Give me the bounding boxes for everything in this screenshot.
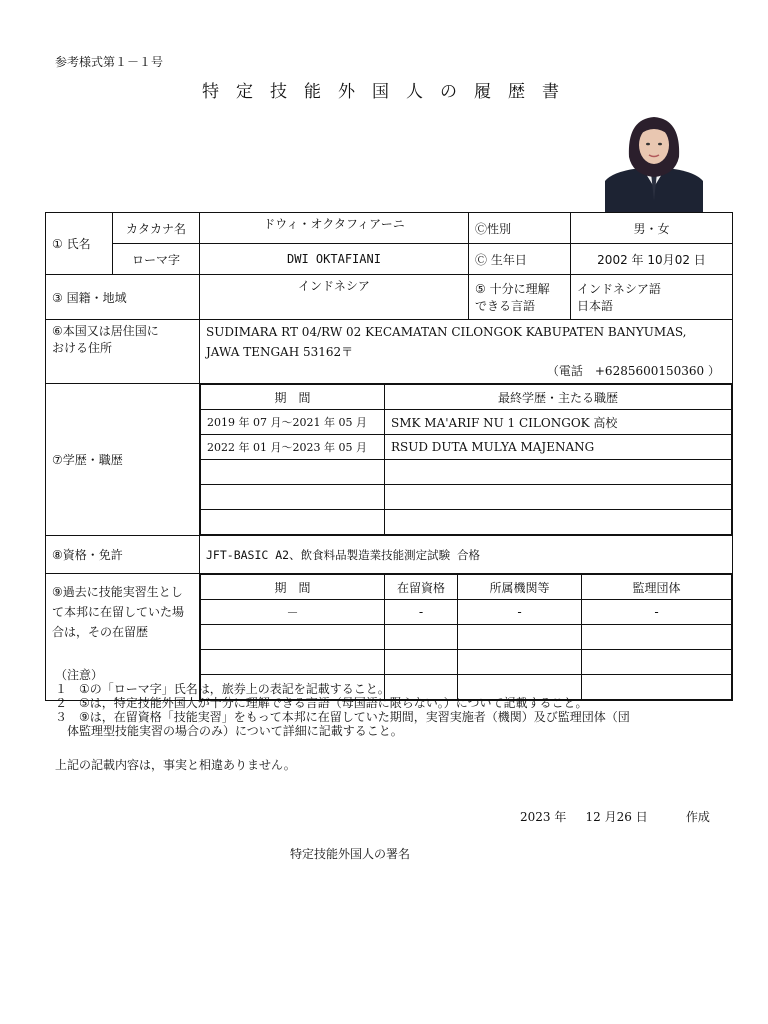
name-label: ① 氏名	[46, 213, 113, 275]
signature-label: 特定技能外国人の署名	[290, 847, 411, 861]
training-label: ⑨過去に技能実習生として本邦に在留していた場合は，その在留歴	[46, 574, 200, 701]
resume-table	[45, 212, 733, 701]
training-header-organization: 所属機関等	[458, 575, 582, 600]
training-header-period: 期 間	[201, 575, 385, 600]
training-row: － - - -	[201, 600, 732, 625]
notes	[55, 668, 630, 738]
note-item: ２ ⑤は，特定技能外国人が十分に理解できる言語（母国語に限らない。）について記載すること。	[55, 696, 588, 710]
period-header: 期 間	[201, 385, 385, 410]
romaji-name-value: DWI OKTAFIANI	[200, 244, 469, 275]
history-row	[201, 485, 732, 510]
created-label: 作成	[685, 810, 710, 824]
language-label: ⑤ 十分に理解 できる言語	[469, 275, 571, 320]
note-item: 体監理型技能実習の場合のみ）について詳細に記載すること。	[55, 724, 403, 738]
license-label: ⑧資格・免許	[46, 536, 200, 574]
history-label: ⑦学歴・職歴	[46, 384, 200, 536]
history-row	[201, 510, 732, 535]
history-row: 2022 年 01 月～2023 年 05 月 RSUD DUTA MULYA MAJENANG	[201, 435, 732, 460]
history-table-cell	[200, 384, 733, 536]
gender-value: 男・女	[571, 213, 733, 244]
address-value: SUDIMARA RT 04/RW 02 KECAMATAN CILONGOK KABUPATEN BANYUMAS, JAWA TENGAH 53162〒 （電話 +6285600150360 ）	[200, 320, 733, 384]
history-row: 2019 年 07 月～2021 年 05 月 SMK MA'ARIF NU 1 CILONGOK 高校	[201, 410, 732, 435]
birth-date: 2002 年 10月02 日	[571, 244, 733, 275]
form-number: 参考様式第１－１号	[55, 55, 164, 69]
history-table	[200, 384, 732, 535]
license-value: JFT-BASIC A2、飲食料品製造業技能測定試験 合格	[200, 536, 733, 574]
nationality-label: ③ 国籍・地域	[46, 275, 200, 320]
declaration: 上記の記載内容は，事実と相違ありません。	[55, 758, 296, 772]
gender-label: Ⓒ性別	[469, 213, 571, 244]
birth-label: Ⓒ 生年日	[469, 244, 571, 275]
training-header-status: 在留資格	[385, 575, 458, 600]
created-date: 2023 年 12 月26 日 作成	[520, 810, 710, 824]
katakana-label: カタカナ名	[113, 213, 200, 244]
training-row	[201, 625, 732, 650]
applicant-photo	[605, 113, 703, 213]
note-item: １ ①の「ローマ字」氏名は，旅券上の表記を記載すること。	[55, 682, 390, 696]
training-header-supervisor: 監理団体	[582, 575, 732, 600]
language-value: インドネシア語 日本語	[571, 275, 733, 320]
history-row	[201, 460, 732, 485]
romaji-label: ローマ字	[113, 244, 200, 275]
note-item: ３ ⑨は，在留資格「技能実習」をもって本邦に在留していた期間，実習実施者（機関）及び監理団体（団	[55, 710, 630, 724]
notes-heading: （注意）	[55, 668, 104, 682]
nationality-value: インドネシア	[200, 275, 469, 320]
page-title: 特定技能外国人の履歴書	[202, 82, 576, 102]
katakana-name-value: ドウィ・オクタフィアーニ	[200, 213, 469, 244]
history-detail-header: 最終学歴・主たる職歴	[385, 385, 732, 410]
address-label: ⑥本国又は居住国に おける住所	[46, 320, 200, 384]
